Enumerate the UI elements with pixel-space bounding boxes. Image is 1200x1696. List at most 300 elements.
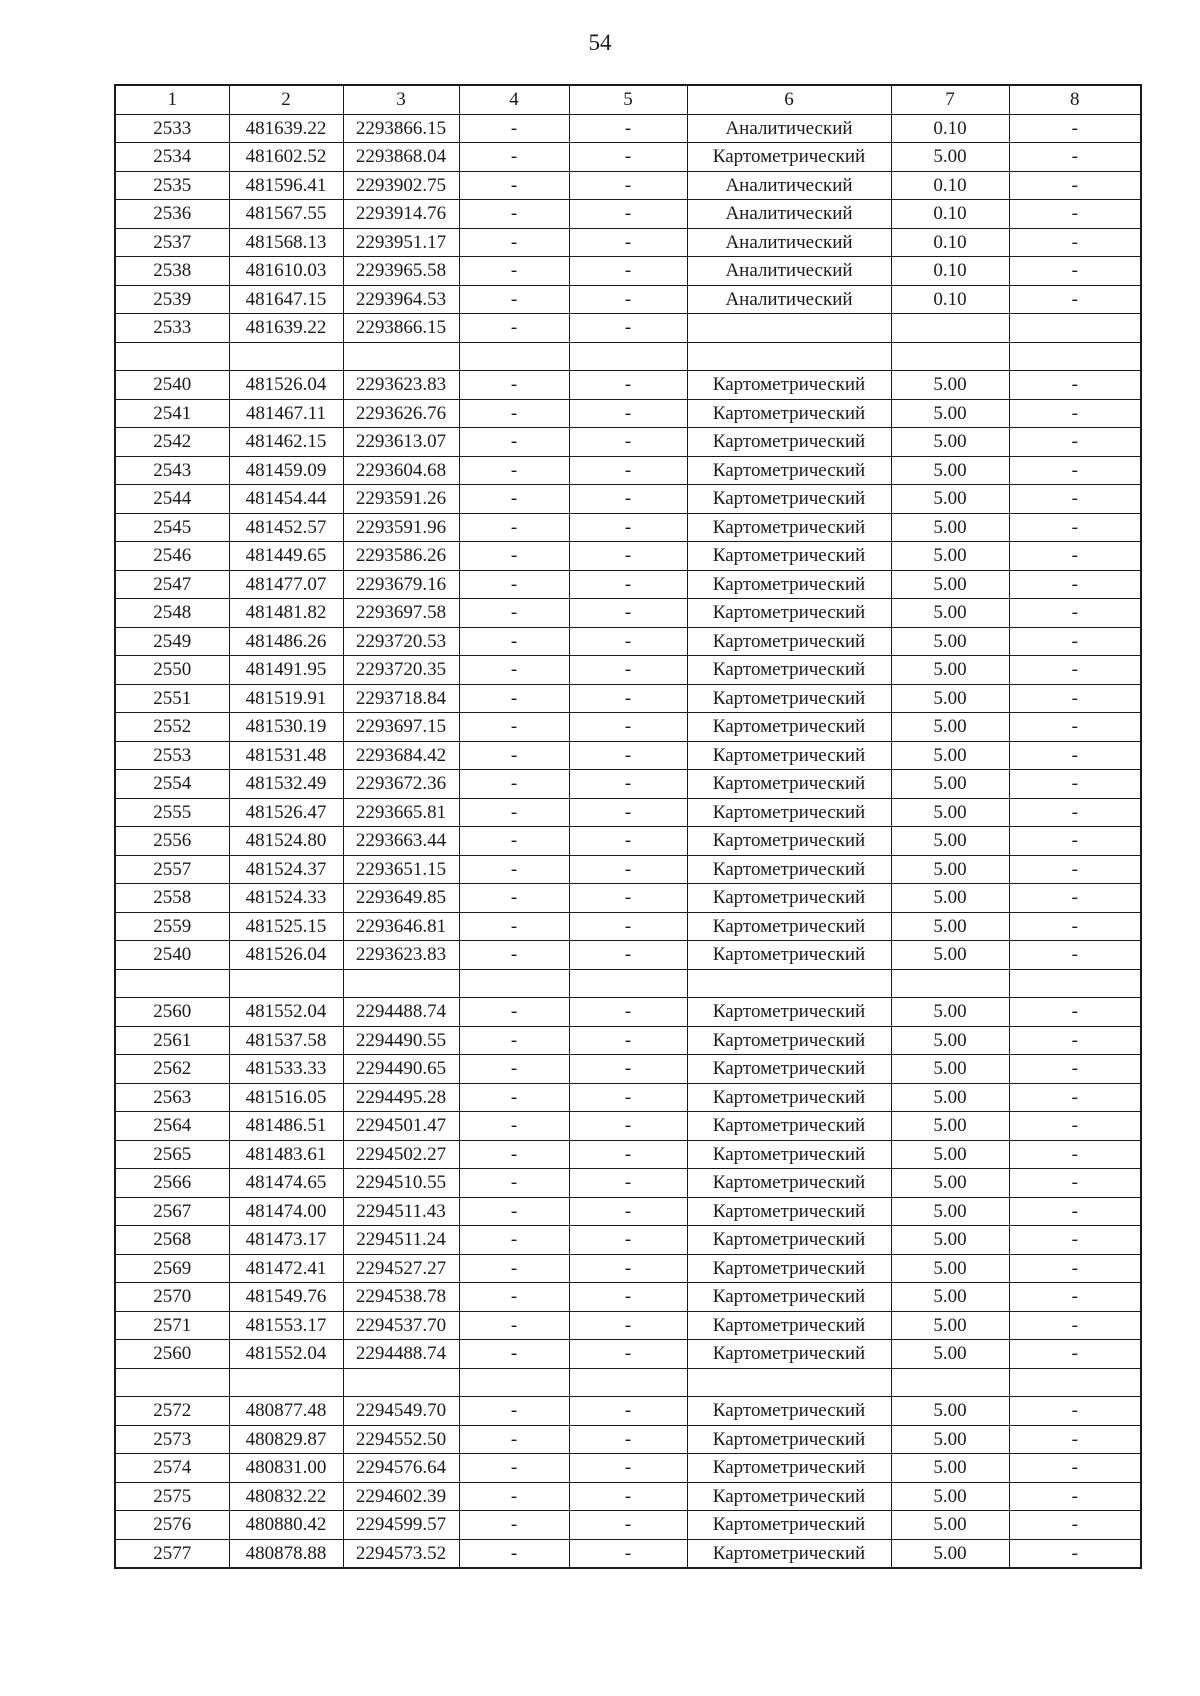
table-row	[115, 884, 1141, 913]
col8-value-cell: -	[1009, 513, 1141, 542]
table-row	[115, 200, 1141, 229]
y-coordinate-cell: 2294511.24	[343, 1226, 459, 1255]
x-coordinate-cell: 481647.15	[229, 285, 343, 314]
accuracy-cell: 5.00	[891, 570, 1009, 599]
col8-value-cell: -	[1009, 1482, 1141, 1511]
table-row	[115, 228, 1141, 257]
x-coordinate-cell: 481530.19	[229, 713, 343, 742]
col8-value-cell	[1009, 314, 1141, 343]
coordinates-table	[114, 84, 1142, 1569]
col8-value-cell: -	[1009, 855, 1141, 884]
table-row	[115, 1482, 1141, 1511]
accuracy-cell: 5.00	[891, 912, 1009, 941]
col5-value-cell: -	[569, 827, 687, 856]
x-coordinate-cell: 480829.87	[229, 1425, 343, 1454]
col8-value-cell: -	[1009, 998, 1141, 1027]
y-coordinate-cell: 2294573.52	[343, 1539, 459, 1568]
col8-value-cell: -	[1009, 656, 1141, 685]
col8-value-cell: -	[1009, 599, 1141, 628]
point-number-cell: 2565	[115, 1140, 229, 1169]
col5-value-cell: -	[569, 513, 687, 542]
y-coordinate-cell: 2294502.27	[343, 1140, 459, 1169]
col8-value-cell: -	[1009, 798, 1141, 827]
col5-value-cell: -	[569, 1254, 687, 1283]
point-number-cell: 2553	[115, 741, 229, 770]
col4-value-cell: -	[459, 627, 569, 656]
table-row	[115, 684, 1141, 713]
accuracy-cell: 5.00	[891, 998, 1009, 1027]
point-number-cell: 2552	[115, 713, 229, 742]
y-coordinate-cell: 2293613.07	[343, 428, 459, 457]
method-cell: Картометрический	[687, 1197, 891, 1226]
y-coordinate-cell: 2294537.70	[343, 1311, 459, 1340]
col5-value-cell: -	[569, 941, 687, 970]
col8-value-cell: -	[1009, 1340, 1141, 1369]
table-row	[115, 143, 1141, 172]
col5-value-cell: -	[569, 998, 687, 1027]
col4-value-cell: -	[459, 770, 569, 799]
method-cell: Картометрический	[687, 998, 891, 1027]
col5-value-cell: -	[569, 456, 687, 485]
table-row	[115, 998, 1141, 1027]
col5-value-cell: -	[569, 798, 687, 827]
point-number-cell: 2549	[115, 627, 229, 656]
col8-value-cell: -	[1009, 485, 1141, 514]
col4-value-cell: -	[459, 1283, 569, 1312]
table-row	[115, 1083, 1141, 1112]
y-coordinate-cell: 2293626.76	[343, 399, 459, 428]
col8-value-cell	[1009, 1368, 1141, 1397]
col5-value-cell: -	[569, 884, 687, 913]
column-header-4: 4	[459, 85, 569, 114]
col8-value-cell: -	[1009, 684, 1141, 713]
column-header-6: 6	[687, 85, 891, 114]
y-coordinate-cell: 2293697.58	[343, 599, 459, 628]
col8-value-cell: -	[1009, 1055, 1141, 1084]
y-coordinate-cell: 2293718.84	[343, 684, 459, 713]
col4-value-cell: -	[459, 285, 569, 314]
point-number-cell: 2535	[115, 171, 229, 200]
col4-value-cell: -	[459, 884, 569, 913]
col4-value-cell: -	[459, 998, 569, 1027]
y-coordinate-cell: 2293866.15	[343, 114, 459, 143]
point-number-cell: 2540	[115, 371, 229, 400]
x-coordinate-cell: 481552.04	[229, 998, 343, 1027]
col8-value-cell: -	[1009, 1254, 1141, 1283]
table-row	[115, 1340, 1141, 1369]
col4-value-cell: -	[459, 1397, 569, 1426]
method-cell: Картометрический	[687, 1539, 891, 1568]
x-coordinate-cell: 480832.22	[229, 1482, 343, 1511]
table-row	[115, 542, 1141, 571]
method-cell: Аналитический	[687, 285, 891, 314]
point-number-cell: 2558	[115, 884, 229, 913]
col5-value-cell: -	[569, 1083, 687, 1112]
y-coordinate-cell	[343, 1368, 459, 1397]
column-header-3: 3	[343, 85, 459, 114]
col5-value-cell: -	[569, 570, 687, 599]
col4-value-cell: -	[459, 912, 569, 941]
x-coordinate-cell: 481567.55	[229, 200, 343, 229]
col5-value-cell: -	[569, 656, 687, 685]
table-row	[115, 1254, 1141, 1283]
table-row	[115, 969, 1141, 998]
col5-value-cell: -	[569, 684, 687, 713]
table-row	[115, 713, 1141, 742]
point-number-cell: 2542	[115, 428, 229, 457]
table-row	[115, 399, 1141, 428]
point-number-cell: 2567	[115, 1197, 229, 1226]
col4-value-cell: -	[459, 1140, 569, 1169]
point-number-cell	[115, 969, 229, 998]
accuracy-cell: 5.00	[891, 1254, 1009, 1283]
col5-value-cell: -	[569, 428, 687, 457]
accuracy-cell: 5.00	[891, 1112, 1009, 1141]
col8-value-cell: -	[1009, 114, 1141, 143]
point-number-cell: 2560	[115, 998, 229, 1027]
accuracy-cell: 5.00	[891, 1511, 1009, 1540]
col5-value-cell: -	[569, 1169, 687, 1198]
table-row	[115, 314, 1141, 343]
method-cell: Картометрический	[687, 1311, 891, 1340]
method-cell: Картометрический	[687, 428, 891, 457]
y-coordinate-cell: 2294527.27	[343, 1254, 459, 1283]
table-row	[115, 428, 1141, 457]
point-number-cell: 2550	[115, 656, 229, 685]
accuracy-cell	[891, 314, 1009, 343]
table-row	[115, 912, 1141, 941]
table-row	[115, 1140, 1141, 1169]
point-number-cell: 2540	[115, 941, 229, 970]
y-coordinate-cell: 2294488.74	[343, 1340, 459, 1369]
page-number: 54	[588, 30, 612, 55]
x-coordinate-cell: 481483.61	[229, 1140, 343, 1169]
table-row	[115, 599, 1141, 628]
x-coordinate-cell: 481526.04	[229, 941, 343, 970]
column-header-1: 1	[115, 85, 229, 114]
y-coordinate-cell: 2293672.36	[343, 770, 459, 799]
point-number-cell: 2564	[115, 1112, 229, 1141]
col8-value-cell: -	[1009, 1283, 1141, 1312]
col4-value-cell: -	[459, 855, 569, 884]
col4-value-cell: -	[459, 1026, 569, 1055]
point-number-cell: 2563	[115, 1083, 229, 1112]
accuracy-cell: 0.10	[891, 114, 1009, 143]
x-coordinate-cell: 481473.17	[229, 1226, 343, 1255]
col4-value-cell: -	[459, 143, 569, 172]
col5-value-cell: -	[569, 627, 687, 656]
method-cell: Картометрический	[687, 143, 891, 172]
col4-value-cell: -	[459, 1112, 569, 1141]
method-cell: Картометрический	[687, 798, 891, 827]
table-row	[115, 1368, 1141, 1397]
table-row	[115, 1454, 1141, 1483]
col4-value-cell: -	[459, 741, 569, 770]
y-coordinate-cell: 2293951.17	[343, 228, 459, 257]
col8-value-cell: -	[1009, 1112, 1141, 1141]
point-number-cell: 2555	[115, 798, 229, 827]
point-number-cell: 2574	[115, 1454, 229, 1483]
table-row	[115, 570, 1141, 599]
table-row	[115, 1197, 1141, 1226]
x-coordinate-cell: 481454.44	[229, 485, 343, 514]
y-coordinate-cell: 2294488.74	[343, 998, 459, 1027]
table-row	[115, 1226, 1141, 1255]
col5-value-cell	[569, 1368, 687, 1397]
point-number-cell: 2546	[115, 542, 229, 571]
point-number-cell: 2561	[115, 1026, 229, 1055]
col8-value-cell: -	[1009, 428, 1141, 457]
col5-value-cell: -	[569, 1055, 687, 1084]
table-row	[115, 741, 1141, 770]
table-row	[115, 257, 1141, 286]
col4-value-cell: -	[459, 399, 569, 428]
column-header-2: 2	[229, 85, 343, 114]
point-number-cell: 2568	[115, 1226, 229, 1255]
accuracy-cell: 0.10	[891, 200, 1009, 229]
column-header-5: 5	[569, 85, 687, 114]
point-number-cell: 2556	[115, 827, 229, 856]
x-coordinate-cell: 481526.47	[229, 798, 343, 827]
method-cell: Аналитический	[687, 228, 891, 257]
col8-value-cell: -	[1009, 1083, 1141, 1112]
col4-value-cell: -	[459, 513, 569, 542]
col4-value-cell: -	[459, 456, 569, 485]
col4-value-cell	[459, 342, 569, 371]
method-cell: Картометрический	[687, 684, 891, 713]
col8-value-cell: -	[1009, 228, 1141, 257]
col8-value-cell: -	[1009, 1140, 1141, 1169]
point-number-cell: 2534	[115, 143, 229, 172]
x-coordinate-cell: 481462.15	[229, 428, 343, 457]
method-cell: Картометрический	[687, 1083, 891, 1112]
x-coordinate-cell: 481596.41	[229, 171, 343, 200]
accuracy-cell: 5.00	[891, 1197, 1009, 1226]
col8-value-cell: -	[1009, 884, 1141, 913]
col5-value-cell: -	[569, 770, 687, 799]
point-number-cell: 2536	[115, 200, 229, 229]
accuracy-cell: 5.00	[891, 827, 1009, 856]
col5-value-cell: -	[569, 257, 687, 286]
x-coordinate-cell: 481486.26	[229, 627, 343, 656]
point-number-cell: 2559	[115, 912, 229, 941]
y-coordinate-cell: 2293591.26	[343, 485, 459, 514]
point-number-cell: 2575	[115, 1482, 229, 1511]
method-cell: Картометрический	[687, 713, 891, 742]
method-cell: Картометрический	[687, 741, 891, 770]
x-coordinate-cell: 481524.80	[229, 827, 343, 856]
table-row	[115, 770, 1141, 799]
col8-value-cell: -	[1009, 1454, 1141, 1483]
col4-value-cell: -	[459, 542, 569, 571]
y-coordinate-cell: 2293649.85	[343, 884, 459, 913]
accuracy-cell: 5.00	[891, 656, 1009, 685]
method-cell: Картометрический	[687, 1482, 891, 1511]
col4-value-cell: -	[459, 656, 569, 685]
y-coordinate-cell: 2294576.64	[343, 1454, 459, 1483]
method-cell	[687, 342, 891, 371]
y-coordinate-cell: 2293604.68	[343, 456, 459, 485]
accuracy-cell: 5.00	[891, 627, 1009, 656]
accuracy-cell: 5.00	[891, 941, 1009, 970]
method-cell: Картометрический	[687, 884, 891, 913]
y-coordinate-cell: 2294490.55	[343, 1026, 459, 1055]
table-row	[115, 342, 1141, 371]
point-number-cell: 2566	[115, 1169, 229, 1198]
point-number-cell: 2541	[115, 399, 229, 428]
y-coordinate-cell: 2293623.83	[343, 941, 459, 970]
y-coordinate-cell: 2293914.76	[343, 200, 459, 229]
col8-value-cell: -	[1009, 770, 1141, 799]
table-row	[115, 1511, 1141, 1540]
y-coordinate-cell: 2293965.58	[343, 257, 459, 286]
y-coordinate-cell: 2294510.55	[343, 1169, 459, 1198]
method-cell: Картометрический	[687, 1425, 891, 1454]
col5-value-cell: -	[569, 1283, 687, 1312]
col5-value-cell: -	[569, 171, 687, 200]
col5-value-cell: -	[569, 855, 687, 884]
table-row	[115, 1055, 1141, 1084]
x-coordinate-cell: 481524.37	[229, 855, 343, 884]
y-coordinate-cell: 2293679.16	[343, 570, 459, 599]
col8-value-cell: -	[1009, 257, 1141, 286]
col4-value-cell	[459, 969, 569, 998]
method-cell: Картометрический	[687, 599, 891, 628]
method-cell: Картометрический	[687, 627, 891, 656]
y-coordinate-cell: 2293646.81	[343, 912, 459, 941]
col5-value-cell: -	[569, 314, 687, 343]
col5-value-cell: -	[569, 1340, 687, 1369]
col4-value-cell: -	[459, 114, 569, 143]
col5-value-cell: -	[569, 200, 687, 229]
accuracy-cell: 5.00	[891, 1397, 1009, 1426]
table-row	[115, 855, 1141, 884]
col5-value-cell: -	[569, 371, 687, 400]
y-coordinate-cell: 2294602.39	[343, 1482, 459, 1511]
x-coordinate-cell: 481549.76	[229, 1283, 343, 1312]
col8-value-cell: -	[1009, 912, 1141, 941]
table-row	[115, 627, 1141, 656]
col8-value-cell: -	[1009, 1026, 1141, 1055]
point-number-cell	[115, 1368, 229, 1397]
method-cell: Картометрический	[687, 1026, 891, 1055]
y-coordinate-cell: 2293868.04	[343, 143, 459, 172]
x-coordinate-cell: 481491.95	[229, 656, 343, 685]
x-coordinate-cell: 481526.04	[229, 371, 343, 400]
table-row	[115, 456, 1141, 485]
y-coordinate-cell: 2293964.53	[343, 285, 459, 314]
point-number-cell: 2571	[115, 1311, 229, 1340]
col8-value-cell: -	[1009, 741, 1141, 770]
col4-value-cell: -	[459, 1539, 569, 1568]
point-number-cell: 2576	[115, 1511, 229, 1540]
col5-value-cell	[569, 342, 687, 371]
col5-value-cell	[569, 969, 687, 998]
accuracy-cell: 5.00	[891, 884, 1009, 913]
accuracy-cell	[891, 1368, 1009, 1397]
point-number-cell: 2570	[115, 1283, 229, 1312]
method-cell: Картометрический	[687, 827, 891, 856]
method-cell: Картометрический	[687, 399, 891, 428]
accuracy-cell: 5.00	[891, 770, 1009, 799]
point-number-cell: 2543	[115, 456, 229, 485]
table-header-row	[115, 85, 1141, 114]
x-coordinate-cell: 481486.51	[229, 1112, 343, 1141]
method-cell: Картометрический	[687, 656, 891, 685]
col5-value-cell: -	[569, 399, 687, 428]
accuracy-cell: 0.10	[891, 171, 1009, 200]
col5-value-cell: -	[569, 1112, 687, 1141]
col4-value-cell: -	[459, 798, 569, 827]
accuracy-cell: 5.00	[891, 1055, 1009, 1084]
col8-value-cell: -	[1009, 1311, 1141, 1340]
x-coordinate-cell: 481602.52	[229, 143, 343, 172]
col8-value-cell: -	[1009, 200, 1141, 229]
accuracy-cell: 5.00	[891, 855, 1009, 884]
x-coordinate-cell: 481516.05	[229, 1083, 343, 1112]
col5-value-cell: -	[569, 713, 687, 742]
x-coordinate-cell: 481449.65	[229, 542, 343, 571]
col5-value-cell: -	[569, 1226, 687, 1255]
accuracy-cell: 5.00	[891, 371, 1009, 400]
point-number-cell	[115, 342, 229, 371]
y-coordinate-cell: 2293720.53	[343, 627, 459, 656]
accuracy-cell: 5.00	[891, 399, 1009, 428]
col4-value-cell: -	[459, 713, 569, 742]
table-row	[115, 171, 1141, 200]
y-coordinate-cell: 2293720.35	[343, 656, 459, 685]
y-coordinate-cell: 2293902.75	[343, 171, 459, 200]
col4-value-cell: -	[459, 1311, 569, 1340]
col5-value-cell: -	[569, 143, 687, 172]
x-coordinate-cell	[229, 342, 343, 371]
col4-value-cell: -	[459, 1511, 569, 1540]
method-cell: Картометрический	[687, 1140, 891, 1169]
col5-value-cell: -	[569, 1197, 687, 1226]
table-row	[115, 1425, 1141, 1454]
col8-value-cell: -	[1009, 1197, 1141, 1226]
accuracy-cell: 5.00	[891, 1482, 1009, 1511]
column-header-7: 7	[891, 85, 1009, 114]
accuracy-cell: 5.00	[891, 513, 1009, 542]
col4-value-cell: -	[459, 1340, 569, 1369]
method-cell: Аналитический	[687, 114, 891, 143]
col5-value-cell: -	[569, 285, 687, 314]
point-number-cell: 2533	[115, 314, 229, 343]
accuracy-cell: 5.00	[891, 713, 1009, 742]
y-coordinate-cell: 2294538.78	[343, 1283, 459, 1312]
table-row	[115, 1026, 1141, 1055]
method-cell	[687, 969, 891, 998]
col8-value-cell: -	[1009, 1397, 1141, 1426]
col4-value-cell: -	[459, 1425, 569, 1454]
accuracy-cell: 5.00	[891, 1539, 1009, 1568]
accuracy-cell	[891, 969, 1009, 998]
col4-value-cell: -	[459, 941, 569, 970]
col8-value-cell: -	[1009, 1511, 1141, 1540]
x-coordinate-cell: 481524.33	[229, 884, 343, 913]
col8-value-cell: -	[1009, 542, 1141, 571]
method-cell	[687, 1368, 891, 1397]
method-cell: Картометрический	[687, 1226, 891, 1255]
x-coordinate-cell: 481639.22	[229, 314, 343, 343]
x-coordinate-cell: 481477.07	[229, 570, 343, 599]
point-number-cell: 2554	[115, 770, 229, 799]
col5-value-cell: -	[569, 1140, 687, 1169]
x-coordinate-cell: 480880.42	[229, 1511, 343, 1540]
x-coordinate-cell: 481568.13	[229, 228, 343, 257]
accuracy-cell: 5.00	[891, 1340, 1009, 1369]
